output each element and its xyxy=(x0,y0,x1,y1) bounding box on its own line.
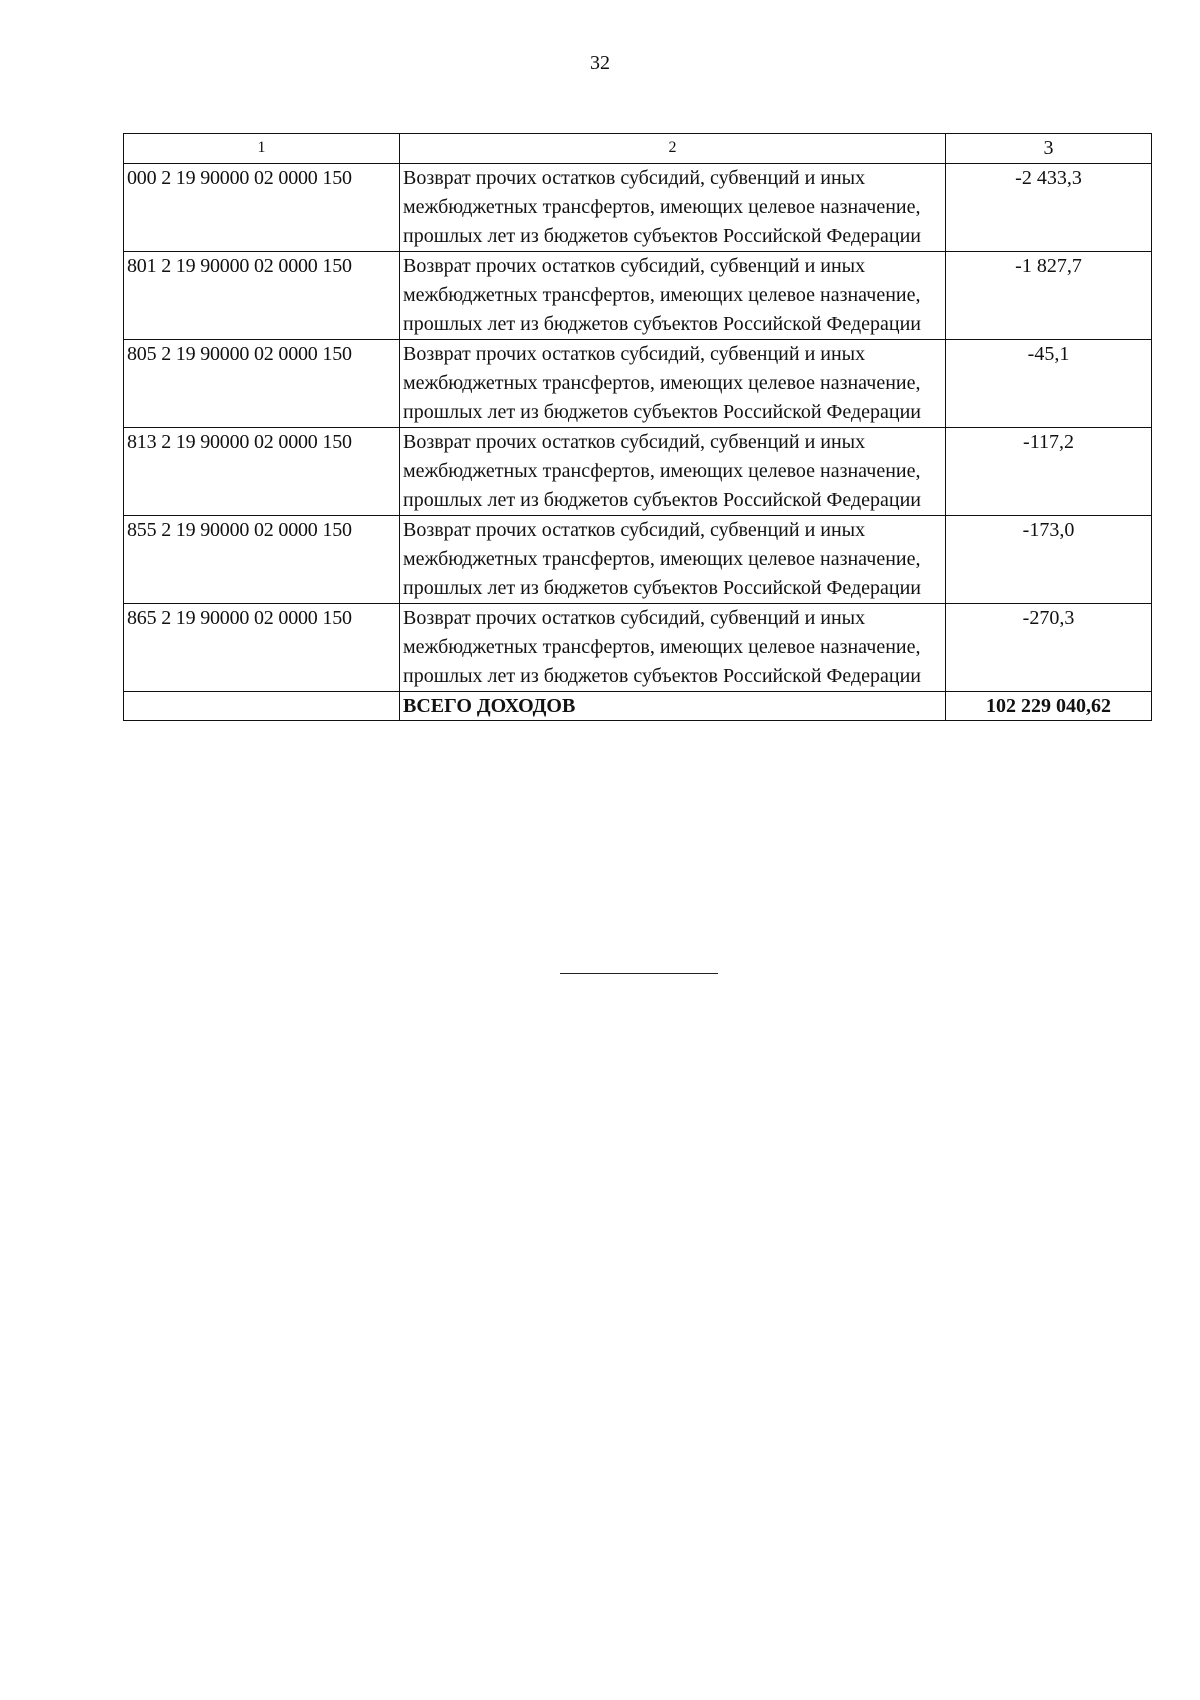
description-cell: Возврат прочих остатков субсидий, субвенций и иных межбюджетных трансфертов, имеющих целевое назначение, прошлых лет из бюджетов субъектов Российской Федерации xyxy=(400,428,946,516)
budget-code-cell: 000 2 19 90000 02 0000 150 xyxy=(124,164,400,252)
description-cell: Возврат прочих остатков субсидий, субвенций и иных межбюджетных трансфертов, имеющих целевое назначение, прошлых лет из бюджетов субъектов Российской Федерации xyxy=(400,516,946,604)
table-row xyxy=(124,516,1152,604)
total-label: ВСЕГО ДОХОДОВ xyxy=(400,692,946,721)
description-cell: Возврат прочих остатков субсидий, субвенций и иных межбюджетных трансфертов, имеющих целевое назначение, прошлых лет из бюджетов субъектов Российской Федерации xyxy=(400,164,946,252)
amount-cell: -1 827,7 xyxy=(946,252,1152,340)
amount-cell: -117,2 xyxy=(946,428,1152,516)
total-amount: 102 229 040,62 xyxy=(946,692,1152,721)
column-header-code: 1 xyxy=(124,134,400,164)
description-cell: Возврат прочих остатков субсидий, субвенций и иных межбюджетных трансфертов, имеющих целевое назначение, прошлых лет из бюджетов субъектов Российской Федерации xyxy=(400,252,946,340)
column-header-amount: 3 xyxy=(946,134,1152,164)
budget-code-cell: 865 2 19 90000 02 0000 150 xyxy=(124,604,400,692)
amount-cell: -2 433,3 xyxy=(946,164,1152,252)
page-number: 32 xyxy=(590,52,610,74)
amount-cell: -173,0 xyxy=(946,516,1152,604)
budget-code-cell: 801 2 19 90000 02 0000 150 xyxy=(124,252,400,340)
total-row xyxy=(124,692,1152,721)
description-cell: Возврат прочих остатков субсидий, субвенций и иных межбюджетных трансфертов, имеющих целевое назначение, прошлых лет из бюджетов субъектов Российской Федерации xyxy=(400,604,946,692)
closing-rule xyxy=(560,973,718,974)
table-row xyxy=(124,252,1152,340)
amount-cell: -45,1 xyxy=(946,340,1152,428)
budget-code-cell: 813 2 19 90000 02 0000 150 xyxy=(124,428,400,516)
table-row xyxy=(124,428,1152,516)
amount-cell: -270,3 xyxy=(946,604,1152,692)
table-row xyxy=(124,164,1152,252)
revenue-table xyxy=(123,133,1152,721)
table-row xyxy=(124,604,1152,692)
table-header-row xyxy=(124,134,1152,164)
total-code-cell xyxy=(124,692,400,721)
column-header-description: 2 xyxy=(400,134,946,164)
budget-code-cell: 805 2 19 90000 02 0000 150 xyxy=(124,340,400,428)
budget-code-cell: 855 2 19 90000 02 0000 150 xyxy=(124,516,400,604)
table-row xyxy=(124,340,1152,428)
description-cell: Возврат прочих остатков субсидий, субвенций и иных межбюджетных трансфертов, имеющих целевое назначение, прошлых лет из бюджетов субъектов Российской Федерации xyxy=(400,340,946,428)
